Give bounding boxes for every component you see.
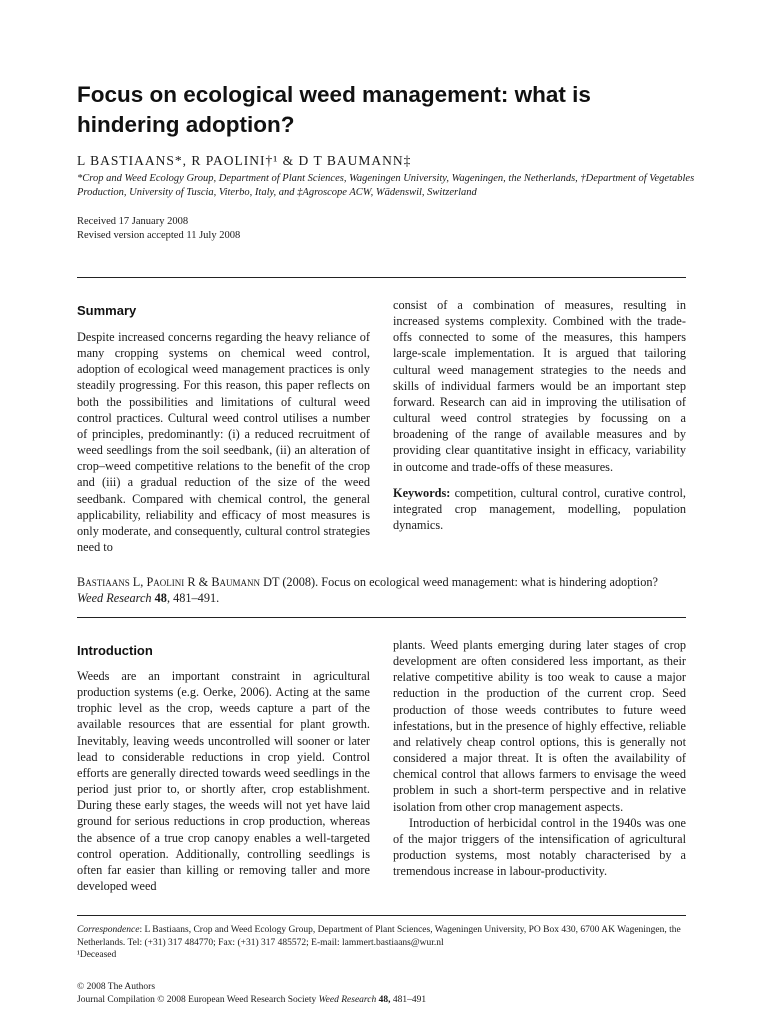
introduction-text-left: Weeds are an important constraint in agricultural production systems (e.g. Oerke, 2006). Acting at the same trophic level as the crop, weeds capture a part of the available resources that are essential for plant growth. Inevitably, leaving weeds uncontrolled will sooner or later lead to considerable reductions in crop yield. Control efforts are generally directed towards weed seedlings in the period just prior to, or shortly after, crop establishment. During these early stages, the weeds will not yet have laid ground for serious reductions in crop production, whereas the absence of a true crop canopy enables a well-targeted control operation. Additionally, controlling seedlings is often far easier than killing or removing taller and more developed weed bbox=[77, 669, 370, 894]
citation-rest: DT (2008). Focus on ecological weed management: what is hindering adoption? bbox=[263, 575, 658, 589]
citation-initials-2: R & bbox=[187, 575, 212, 589]
copyright-volume: 48, bbox=[376, 994, 391, 1005]
summary-text-left: Despite increased concerns regarding the heavy reliance of many cropping systems on chemical weed control, adoption of ecological weed management practices is only steadily progressing. For this reason, this paper reflects on both the possibilities and limitations of cultural weed control practices. Cultural weed control utilises a number of principles, predominantly: (i) a reduced recruitment of weed seedlings from the soil seedbank, (ii) an alteration of crop–weed competitive relations to the benefit of the crop and (iii) a gradual reduction of the size of the weed seedbank. Compared with chemical control, the general applicability, reliability and efficacy of most measures is only moderate, and consequently, cultural control strategies need to bbox=[77, 330, 370, 555]
introduction-right-column bbox=[393, 637, 686, 879]
introduction-left-column bbox=[77, 668, 370, 894]
introduction-heading: Introduction bbox=[77, 643, 153, 658]
copyright-authors: © 2008 The Authors bbox=[77, 982, 156, 992]
citation-initials-1: L, bbox=[132, 575, 147, 589]
deceased-note: ¹Deceased bbox=[77, 950, 117, 960]
correspondence-text: : L Bastiaans, Crop and Weed Ecology Group, Department of Plant Sciences, Wageningen University, PO Box 430, 6700 AK Wageningen, the Netherlands. Tel: (+31) 317 484770; Fax: (+31) 317 485572; E-mail: lammert.bastiaans@wur.nl bbox=[77, 925, 681, 948]
citation-pages: , 481–491. bbox=[166, 591, 220, 605]
summary-text-right: consist of a combination of measures, resulting in increased systems complexity. Combined with the trade-offs connected to some of the measures, this hampers large-scale implementation. It is argued that tailoring cultural weed management strategies to the needs and skills of individual farmers would be an important step forward. Research can aid in improving the utilisation of cultural weed control strategies by focussing on a broadening of the range of available measures and by providing clear quantitative insight in efficacy, variability in outcome and trade-offs of these measures. bbox=[393, 298, 686, 474]
correspondence-label: Correspondence bbox=[77, 925, 140, 935]
citation bbox=[77, 574, 692, 606]
keywords-label: Keywords: bbox=[393, 485, 451, 500]
copyright-compilation bbox=[77, 994, 426, 1007]
keywords bbox=[393, 485, 686, 533]
summary-left-column bbox=[77, 329, 370, 555]
footnote-divider bbox=[77, 915, 686, 916]
correspondence-footnote bbox=[77, 924, 689, 962]
middle-divider bbox=[77, 617, 686, 618]
copyright-journal: Weed Research bbox=[318, 994, 377, 1005]
top-divider bbox=[77, 277, 686, 278]
article-title: Focus on ecological weed management: what is hindering adoption? bbox=[77, 82, 591, 137]
citation-volume: 48 bbox=[154, 591, 167, 605]
citation-author-3: Baumann bbox=[211, 575, 261, 589]
received-date: Received 17 January 2008 bbox=[77, 216, 189, 227]
citation-author-1: Bastiaans bbox=[77, 575, 130, 589]
revised-date: Revised version accepted 11 July 2008 bbox=[77, 230, 241, 241]
affiliations: *Crop and Weed Ecology Group, Department of Plant Sciences, Wageningen University, Wageningen, the Netherlands, †Department of Vegetables Production, University of Tuscia, Viterbo, Italy, and ‡Agroscope ACW, Wädenswil, Switzerland bbox=[77, 173, 695, 198]
author-list: L BASTIAANS*, R PAOLINI†¹ & D T BAUMANN‡ bbox=[77, 153, 412, 168]
keywords-text: competition, cultural control, curative control, integrated crop management, modelling, population dynamics. bbox=[393, 485, 687, 533]
summary-heading: Summary bbox=[77, 303, 137, 318]
citation-author-2: Paolini bbox=[146, 575, 185, 589]
copyright-pages: 481–491 bbox=[390, 994, 427, 1005]
citation-journal: Weed Research bbox=[77, 591, 152, 605]
copyright-block bbox=[77, 981, 426, 1006]
summary-right-column bbox=[393, 297, 686, 533]
introduction-paragraph-2: Introduction of herbicidal control in the 1940s was one of the major triggers of the intensification of agricultural production systems, most notably characterised by a tremendous increase in labour-productivity. bbox=[393, 815, 686, 879]
introduction-paragraph-1: plants. Weed plants emerging during later stages of crop development are often considered less important, as their relative competitive ability is too weak to cause a major reduction in the production of the current crop. Seed production of those weeds contributes to future weed infestations, but in the presence of highly effective, reliable and relatively cheap control options, this is generally not considered a major threat. It is often the availability of chemical control that allows farmers to envisage the weed problem in such a short-term perspective and in relative isolation from other crop management aspects. bbox=[393, 638, 686, 814]
copyright-prefix: Journal Compilation © 2008 European Weed Research Society bbox=[77, 994, 319, 1005]
article-dates bbox=[77, 215, 240, 243]
